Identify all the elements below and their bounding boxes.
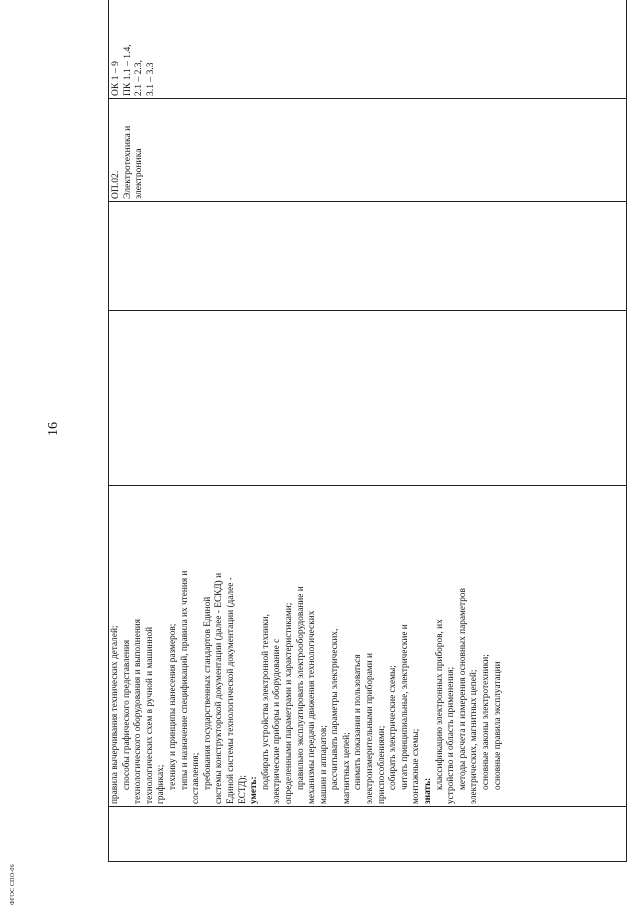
req-line: способы графического представления: [121, 639, 132, 790]
req-line: правильно эксплуатировать электрооборудование и: [295, 586, 306, 790]
req-line: типы и назначение спецификаций, правила их чтения и: [179, 570, 190, 790]
req-line: снимать показания и пользоваться: [353, 654, 364, 790]
section-heading-umet: уметь:: [249, 776, 260, 804]
empty-cell-hours-max: [109, 311, 627, 486]
req-line: методы расчета и измерения основных параметров: [457, 588, 468, 790]
section-heading-znat: знать:: [423, 777, 434, 804]
req-line: механизмы передачи движения технологических: [307, 610, 318, 804]
discipline-code: ОП.02.: [110, 170, 121, 199]
competence-code: 2.1 – 2.3,: [133, 60, 144, 96]
empty-cell-hours-class: [109, 202, 627, 311]
req-line: рассчитывать параметры электрических,: [330, 628, 341, 790]
footer-standard-code: ФГОС СПО-06: [10, 864, 16, 905]
req-line: правила вычерчивания технических деталей;: [110, 625, 120, 804]
req-line: электрических, магнитных цепей;: [469, 669, 480, 804]
req-line: электрические приборы и оборудование с: [272, 638, 283, 804]
discipline-name-line: электроника: [133, 148, 144, 199]
competence-code: ПК 1.1 – 1.4,: [121, 44, 133, 96]
req-line: устройство и область применения;: [446, 666, 457, 804]
req-line: собирать электрические схемы;: [388, 665, 399, 790]
curriculum-table: [108, 0, 627, 862]
req-line: монтажные схемы;: [411, 728, 422, 804]
req-line: требования государственных стандартов Единой: [202, 596, 213, 790]
req-line: машин и аппаратов;: [318, 725, 329, 804]
competence-code: 3.1 – 3.3: [144, 62, 156, 96]
req-line: технологических схем в ручной и машинной: [144, 626, 155, 804]
req-line: графиках;: [156, 764, 167, 804]
req-line: составления;: [191, 752, 202, 804]
discipline-cell: [109, 99, 627, 202]
rotated-table-frame: [108, 30, 627, 862]
req-line: Единой системы технологической документации (далее -: [225, 577, 236, 804]
requirements-cell: [109, 486, 627, 807]
competence-cell: [109, 0, 627, 99]
req-line: ЕСТД);: [237, 775, 248, 804]
req-line: системы конструкторской документации (далее - ЕСКД) и: [214, 572, 225, 804]
table-row: [109, 0, 627, 862]
empty-cell-index: [109, 807, 627, 862]
competence-code: ОК 1 – 9: [110, 61, 121, 96]
req-line: основные правила эксплуатации: [492, 661, 503, 790]
req-line: технологического оборудования и выполнения: [133, 618, 144, 804]
req-line: подбирать устройства электронной техники,: [260, 614, 271, 790]
req-line: читать принципиальные, электрические и: [399, 624, 410, 790]
page-number: 16: [46, 422, 61, 436]
req-line: классификацию электронных приборов, их: [434, 619, 445, 790]
discipline-name-line: Электротехника и: [121, 125, 133, 199]
req-line: технику и принципы нанесения размеров;: [167, 623, 178, 790]
req-line: основные законы электротехники;: [481, 654, 491, 790]
req-line: приспособлениями;: [376, 725, 387, 804]
req-line: определенными параметрами и характеристиками;: [283, 602, 294, 804]
req-line: магнитных цепей;: [341, 732, 352, 804]
req-line: электроизмерительными приборами и: [365, 653, 376, 804]
table-rotator: [108, 30, 627, 862]
